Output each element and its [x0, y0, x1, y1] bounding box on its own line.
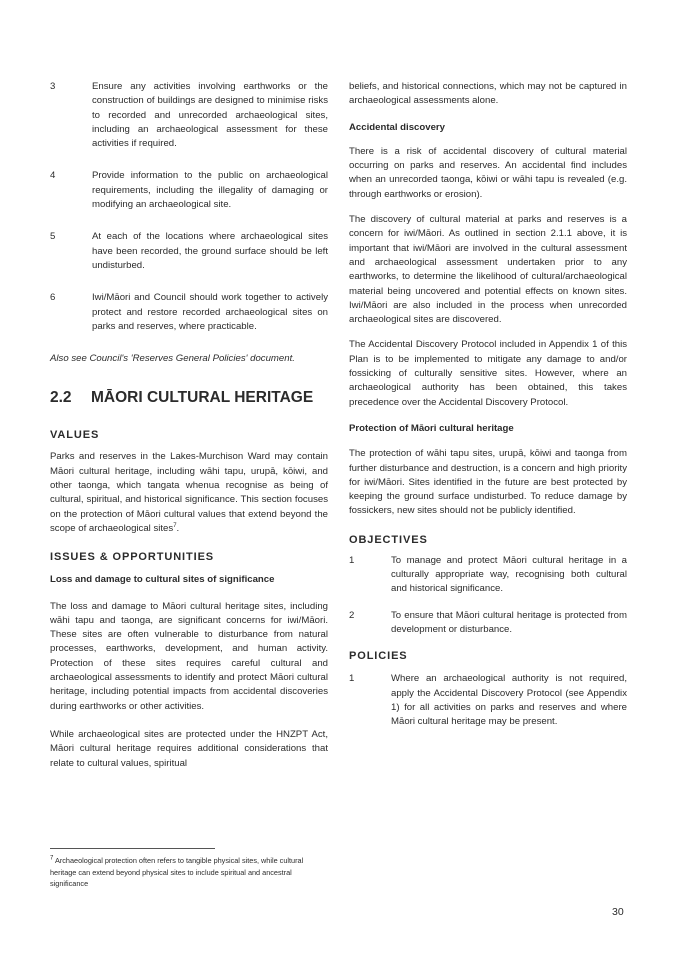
- list-item: [50, 291, 328, 334]
- policies-heading: POLICIES: [349, 650, 408, 663]
- page-number: 30: [612, 906, 624, 918]
- footnote: [50, 855, 330, 890]
- left-column: [50, 80, 328, 771]
- item-text: At each of the locations where archaeological sites have been recorded, the ground surface should be left undisturbed.: [92, 231, 328, 271]
- right-column: [349, 80, 627, 729]
- item-number: 6: [50, 292, 56, 304]
- values-paragraph: Parks and reserves in the Lakes-Murchison Ward may contain Māori cultural heritage, including wāhi tapu, urupā, kōiwi, and other taonga, which tangata whenua recognise as being of cultural, spiritual, and historical significance. This section focuses on the protection of Māori cultural values that extend beyond the scope of archaeological sites$^7$.: [50, 451, 328, 534]
- values-heading: VALUES: [50, 429, 100, 442]
- protection-paragraph: The protection of wāhi tapu sites, urupā, kōiwi and taonga from further disturbance and destruction, is a concern and high priority for iwi/Māori. Sites identified in the future are best protected by keeping the ground surface undisturbed. To reduce damage by fossickers, new sites should not be publicly identified.: [349, 448, 627, 517]
- hnzpt-paragraph: While archaeological sites are protected under the HNZPT Act, Māori cultural heritage requires additional considerations that relate to cultural values, spiritual: [50, 728, 328, 769]
- item-number: 3: [50, 81, 56, 92]
- item-text: Ensure any activities involving earthworks or the construction of buildings are designed to minimise risks to recorded and unrecorded archaeological sites, including an archaeological assessment for these activities if required.: [92, 81, 328, 150]
- accidental-heading: Accidental discovery: [349, 121, 445, 133]
- accidental-paragraph-3: The Accidental Discovery Protocol included in Appendix 1 of this Plan is to be implemented to mitigate any damage to and/or fossicking of culturally sensitive sites. However, where an archaeological authority has been obtained, this takes precedence over the Accidental Discovery Protocol.: [349, 339, 627, 408]
- item-number: 1: [349, 554, 355, 566]
- item-text: Provide information to the public on archaeological requirements, including the illegality of damaging or modifying an archaeological site.: [92, 170, 328, 211]
- accidental-paragraph-1: There is a risk of accidental discovery of cultural material occurring on parks and reserves. An accidental find includes when an unrecorded taonga, kōiwi or wāhi tapu is revealed (e.g. through earthworks or erosion).: [349, 145, 627, 200]
- section-number: 2.2: [50, 389, 72, 407]
- section-title: MĀORI CULTURAL HERITAGE: [91, 389, 314, 407]
- item-number: 1: [349, 673, 355, 685]
- also-see-note: Also see Council's 'Reserves General Policies' document.: [50, 353, 295, 365]
- loss-heading: Loss and damage to cultural sites of significance: [50, 574, 275, 586]
- footnote-text: Archaeological protection often refers to tangible physical sites, while cultural heritage can extend beyond physical sites to include spiritual and ancestral significance: [50, 856, 304, 888]
- footnote-divider: [50, 848, 215, 849]
- continued-paragraph: beliefs, and historical connections, which may not be captured in archaeological assessments alone.: [349, 81, 627, 107]
- issues-heading: ISSUES & OPPORTUNITIES: [50, 551, 215, 564]
- item-text: Iwi/Māori and Council should work together to actively protect and restore recorded archaeological sites on parks and reserves, where practicable.: [92, 292, 328, 332]
- objective-item: [349, 554, 627, 597]
- loss-paragraph: The loss and damage to Māori cultural heritage sites, including wāhi tapu and taonga, are significant concerns for iwi/Māori. These sites are often vulnerable to disturbance from natural processes, earthworks, development, and human activity. Protection of these sites requires careful cultural and archaeological assessments to identify and protect Māori cultural heritage, including potential impacts from accidental discoveries during earthworks or other activities.: [50, 600, 328, 712]
- list-item: [50, 230, 328, 273]
- item-text: To ensure that Māori cultural heritage is protected from development or disturbance.: [391, 609, 627, 635]
- item-text: To manage and protect Māori cultural heritage in a culturally appropriate way, recognising both cultural and historical significance.: [391, 554, 627, 595]
- item-number: 2: [349, 609, 355, 621]
- objective-item: [349, 609, 627, 638]
- section-heading: [50, 388, 328, 408]
- footnote-number: 7: [50, 855, 54, 862]
- protection-heading: Protection of Māori cultural heritage: [349, 422, 514, 434]
- objectives-heading: OBJECTIVES: [349, 533, 428, 546]
- accidental-paragraph-2: The discovery of cultural material at parks and reserves is a concern for iwi/Māori. As outlined in section 2.1.1 above, it is important that iwi/Māori are involved in the cultural assessment and archaeological assessment undertaken prior to any earthworks, to determine the likelihood of cultural/archaeological material being uncovered and potential effects on known sites. Iwi/Māori are also included in the process when unrecorded archaeological sites are discovered.: [349, 214, 627, 326]
- item-text: Where an archaeological authority is not required, apply the Accidental Discovery Protocol (see Appendix 1) for all activities on parks and reserves and where Māori cultural heritage may be present.: [391, 673, 627, 728]
- footnote-reference[interactable]: 7: [173, 522, 177, 529]
- list-item: [50, 80, 328, 151]
- list-item: [50, 169, 328, 212]
- item-number: 5: [50, 231, 56, 243]
- policy-item: [349, 672, 627, 729]
- item-number: 4: [50, 170, 56, 182]
